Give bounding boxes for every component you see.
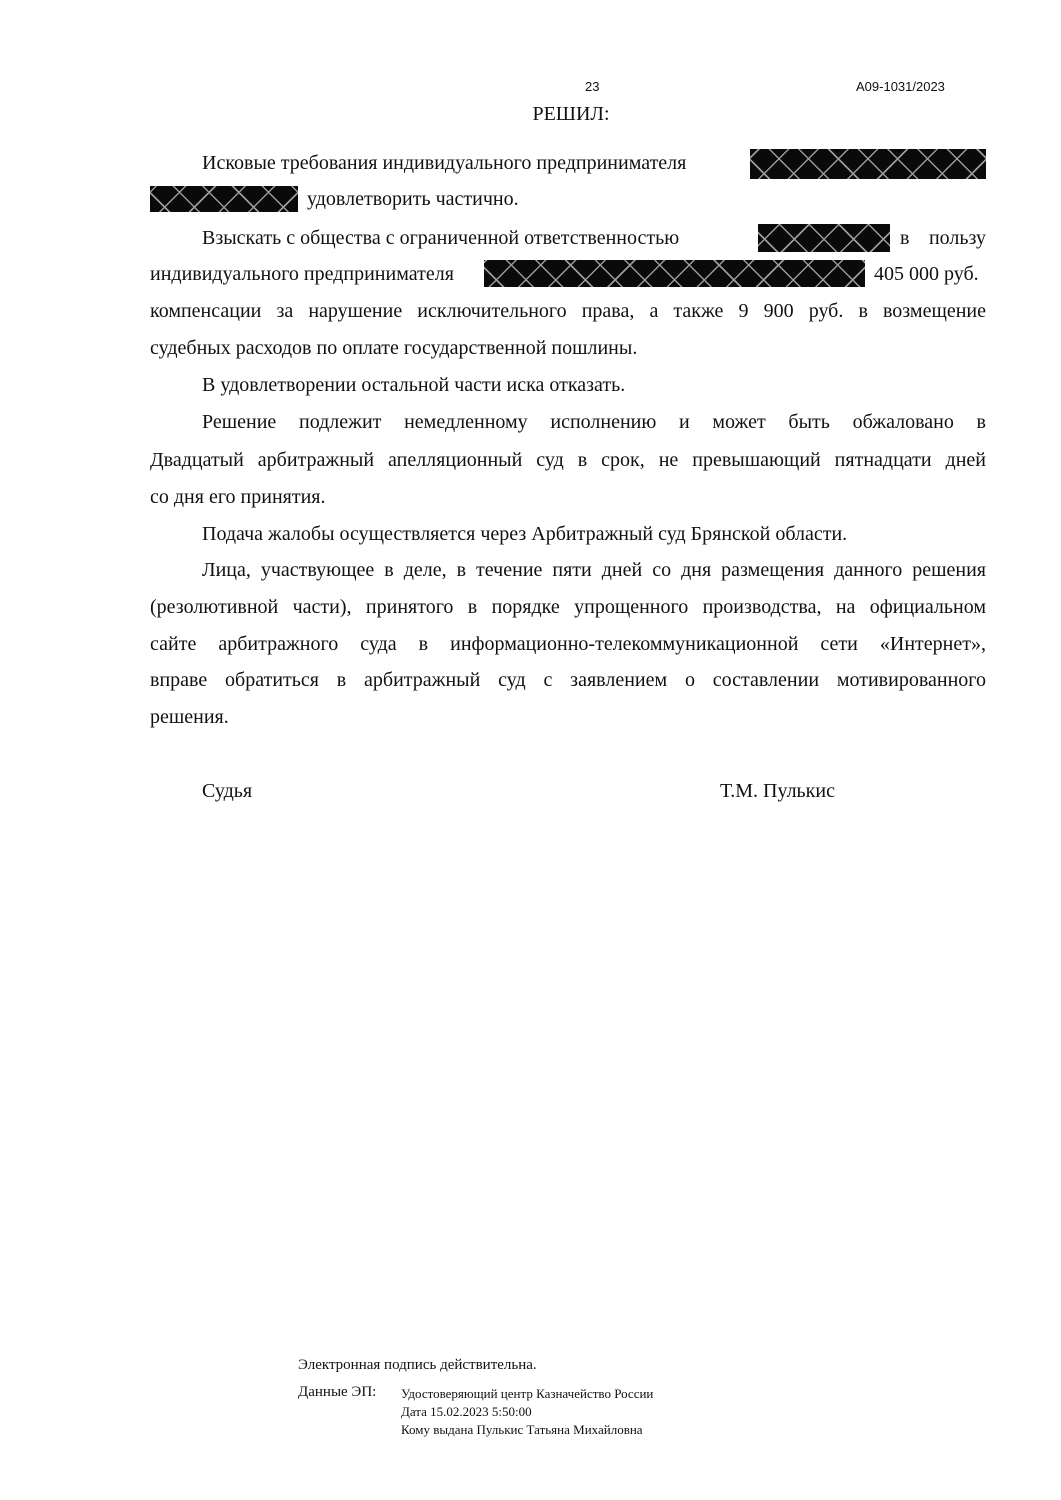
e-signature-issuer: Удостоверяющий центр Казначейство России: [401, 1386, 654, 1401]
appeal-text-line1: Решение подлежит немедленному исполнению и может быть обжаловано в: [202, 411, 986, 433]
judge-label: Судья: [202, 780, 253, 802]
appeal-text-line2: Двадцатый арбитражный апелляционный суд в срок, не превышающий пятнадцати дней: [150, 449, 986, 471]
recover-text-line1b-label: в пользу: [900, 227, 986, 249]
recover-text-line1b: [900, 226, 986, 250]
appeal-text-line3: со дня его принятия.: [150, 486, 326, 508]
motivated-decision-line1: Лица, участвующее в деле, в течение пяти дней со дня размещения данного решения: [202, 559, 986, 581]
e-signature-valid: Электронная подпись действительна.: [298, 1357, 537, 1373]
recover-text-line4: судебных расходов по оплате государственной пошлины.: [150, 337, 638, 359]
redaction-company-name: [758, 224, 890, 252]
e-signature-date: Дата 15.02.2023 5:50:00: [401, 1404, 532, 1419]
case-number: А09-1031/2023: [856, 79, 945, 94]
complaint-text: Подача жалобы осуществляется через Арбитражный суд Брянской области.: [202, 523, 848, 545]
motivated-decision-line2: (резолютивной части), принятого в порядке упрощенного производства, на официальном: [150, 596, 986, 618]
redaction-entrepreneur-name-cont: [150, 186, 298, 212]
recover-text-line3: компенсации за нарушение исключительного права, а также 9 900 руб. в возмещение: [150, 300, 986, 322]
redaction-entrepreneur-name-2: [484, 260, 865, 287]
motivated-decision-line5: решения.: [150, 706, 229, 728]
judge-name: Т.М. Пулькис: [720, 780, 835, 802]
claim-text-line2: удовлетворить частично.: [307, 188, 519, 210]
refuse-text: В удовлетворении остальной части иска отказать.: [202, 374, 626, 396]
claim-text-line1: Исковые требования индивидуального предпринимателя: [202, 152, 687, 174]
redaction-entrepreneur-name: [750, 149, 986, 179]
recover-text-line1a: Взыскать с общества с ограниченной ответственностью: [202, 227, 680, 249]
recover-text-line2a: индивидуального предпринимателя: [150, 263, 454, 285]
e-signature-details: [401, 1385, 653, 1439]
motivated-decision-line4: вправе обратиться в арбитражный суд с заявлением о составлении мотивированного: [150, 669, 986, 691]
amount-compensation: 405 000 руб.: [874, 263, 979, 285]
e-signature-data-label: Данные ЭП:: [298, 1384, 377, 1400]
decision-title: РЕШИЛ:: [532, 103, 610, 125]
motivated-decision-line3: сайте арбитражного суда в информационно-телекоммуникационной сети «Интернет»,: [150, 633, 986, 655]
e-signature-issued-to: Кому выдана Пулькис Татьяна Михайловна: [401, 1422, 643, 1437]
page-number: 23: [585, 79, 600, 94]
